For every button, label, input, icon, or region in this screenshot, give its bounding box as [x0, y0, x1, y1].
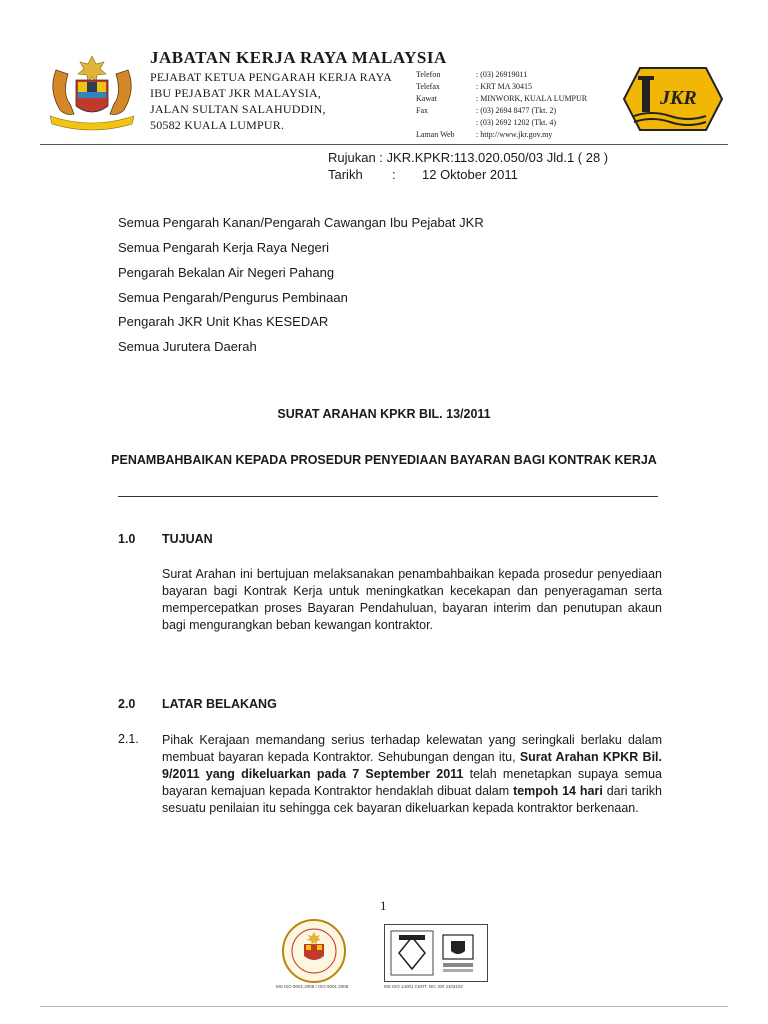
recipient-line: Semua Jurutera Daerah [118, 339, 257, 354]
certification-caption: MS ISO 14001 CERT. NO. ER 1103102 [384, 984, 463, 989]
reference-number: Rujukan : JKR.KPKR:113.020.050/03 Jld.1 ( 28 ) [328, 150, 609, 165]
address-line: IBU PEJABAT JKR MALAYSIA, [150, 86, 322, 100]
letter-subject: PENAMBAHBAIKAN KEPADA PROSEDUR PENYEDIAAN BAYARAN BAGI KONTRAK KERJA [111, 453, 657, 467]
recipient-line: Semua Pengarah Kanan/Pengarah Cawangan Ibu Pejabat JKR [118, 215, 484, 230]
contact-label: Laman Web [416, 130, 455, 139]
seal-caption: MS ISO 9001:2008 / ISO 9001:2008 [276, 984, 349, 989]
contact-label: Telefax [416, 82, 440, 91]
date-label: Tarikh [328, 167, 363, 182]
section-number: 2.0 [118, 697, 136, 711]
paragraph-text-bold: tempoh 14 hari [513, 784, 603, 798]
recipient-line: Pengarah Bekalan Air Negeri Pahang [118, 265, 335, 280]
contact-value: : (03) 2692 1202 (Tkt. 4) [476, 118, 556, 127]
header-divider [40, 144, 728, 145]
subject-underline [118, 496, 658, 497]
letter-title: SURAT ARAHAN KPKR BIL. 13/2011 [277, 407, 491, 421]
section-title: TUJUAN [162, 532, 213, 546]
recipient-line: Pengarah JKR Unit Khas KESEDAR [118, 314, 329, 329]
recipient-line: Semua Pengarah Kerja Raya Negeri [118, 240, 330, 255]
paragraph-text: telah menetapkan supaya semua bayaran kemajuan kepada Kontraktor hendaklah dibuat dalam [162, 767, 662, 798]
jkr-logo [622, 66, 724, 132]
section-paragraph [162, 732, 662, 817]
organization-name: JABATAN KERJA RAYA MALAYSIA [150, 48, 447, 67]
address-line: JALAN SULTAN SALAHUDDIN, [150, 102, 326, 116]
quality-seal-icon [278, 918, 350, 984]
environmental-certification-icon [384, 924, 488, 982]
paragraph-number: 2.1. [118, 732, 139, 746]
contact-value: : KRT MA 30415 [476, 82, 533, 91]
contact-label: Telefon [416, 70, 441, 79]
section-paragraph: Surat Arahan ini bertujuan melaksanakan penambahbaikan kepada prosedur penyediaan bayaran bagi Kontrak Kerja untuk meningkatkan kecekapan dan penyeragaman serta mempercepatkan proses Bayaran Pendahuluan, bayaran interim dan penutupan akaun bagi mengurangkan beban kewangan kontraktor. [162, 567, 662, 632]
date-value: 12 Oktober 2011 [422, 167, 518, 182]
contact-value: : MINWORK, KUALA LUMPUR [476, 94, 588, 103]
paragraph-text-bold: Surat Arahan KPKR Bil. 9/2011 yang dikeluarkan pada 7 September 2011 [162, 750, 662, 781]
section-title: LATAR BELAKANG [162, 697, 277, 711]
page-bottom-edge [40, 1006, 728, 1007]
malaysia-coat-of-arms-icon [40, 50, 144, 134]
contact-value: : (03) 26919011 [476, 70, 528, 79]
recipient-line: Semua Pengarah/Pengurus Pembinaan [118, 290, 348, 305]
date-separator: : [392, 167, 396, 182]
contact-label: Fax [416, 106, 428, 115]
paragraph-text: Pihak Kerajaan memandang serius terhadap kelewatan yang seringkali berlaku dalam membuat bayaran kepada Kontraktor. Sehubungan dengan itu, [162, 733, 662, 764]
page-number: 1 [380, 898, 387, 913]
jkr-logo-text: JKR [660, 87, 697, 109]
address-line: 50582 KUALA LUMPUR. [150, 118, 285, 132]
contact-value: : http://www.jkr.gov.my [476, 130, 553, 139]
contact-label: Kawat [416, 94, 437, 103]
address-line: PEJABAT KETUA PENGARAH KERJA RAYA [150, 70, 392, 84]
section-number: 1.0 [118, 532, 136, 546]
paragraph-text: dari tarikh sesuatu penilaian itu sehingga cek bayaran dikeluarkan kepada kontraktor berkenaan. [162, 784, 662, 815]
contact-value: : (03) 2694 8477 (Tkt. 2) [476, 106, 556, 115]
